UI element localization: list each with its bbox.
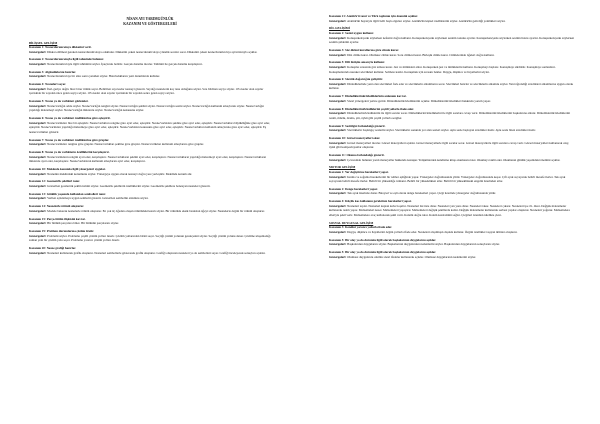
title-line-2: KAZANIM VE GÖSTERGELERİ (123, 22, 177, 26)
section-heading: MOTOR GELİŞİM (329, 165, 356, 170)
kazanim-heading: Kazanım 13: Günlük yaşamda kullanılan sembolleri tanır. (29, 191, 106, 196)
kazanim-heading: Kazanım 3: Söz dizimi kurallarına göre cümle kurar. (329, 47, 399, 52)
gostergeler-body: Nesne/varlığın adını söyler. Nesne/varlığın rengini söyler. Nesne/varlığın şeklini söyler. Nesne/varlığın sesini söyler. Nesne/varlığın kullanım amaçlarını söyler. Nesne/varlığın yapıldığı malzemeyi söyler. Nesne/varlığın miktarını söyler. Nesne/varlığın kokusunu söyler. (29, 103, 264, 113)
kazanim-entry (329, 238, 575, 247)
gostergeler-text (29, 104, 275, 113)
kazanim-entry (329, 48, 575, 57)
kazanim-entry (29, 204, 275, 213)
gostergeler-body: Nesne/varlıkları rengine göre gruplar. Nesne/varlıkları şekline göre gruplar. Nesne/varlıkları kullanım amaçlarına göre gruplar. (47, 142, 204, 147)
gostergeler-body: Konuşurken/şarkı söylerken nefesini doğru kullanır. Konuşurken/şarkı söylerken sesinin tonunu ayarlar. Konuşurken/şarkı söylerken sesinin hızını ayarlar. Konuşurken/şarkı söylerken sesinin şiddetini ayarlar. (329, 35, 575, 45)
gostergeler-text (329, 128, 575, 133)
kazanim-heading: Kazanım 7: Nesne ya da varlıkları özelliklerine göre gruplar. (29, 137, 110, 142)
kazanim-heading: Kazanım 8: Dinlediklerini/izlediklerini çeşitli yollarla ifade eder. (329, 106, 414, 111)
kazanim-entry (29, 57, 275, 66)
kazanim-entry (329, 199, 575, 217)
gostergeler-text (329, 242, 575, 247)
gostergeler-text (329, 53, 575, 58)
kazanim-heading: Kazanım 20: Nesne grafiği hazırlar. (29, 245, 77, 250)
kazanim-heading: Kazanım 14: Nesnelerle örüntü oluşturur. (29, 204, 85, 209)
kazanim-entry (29, 192, 275, 201)
gostergeler-body: Bir bütünü parçalara böler. Bir bütünün parçalarını söyler. (47, 221, 119, 226)
gostergeler-label: Göstergeleri: (29, 208, 47, 213)
kazanim-entry (329, 170, 575, 184)
gostergeler-label: Göstergeleri: (329, 174, 347, 179)
gostergeler-text (29, 234, 275, 243)
gostergeler-body: Dinlediklerini/izlediklerini ile ilgili sorular sorar. Dinlediklerini/izlediklerini ile ilgili sorulara cevap verir. Dinlediklerini/izlediklerini başkalarına anlatır. Dinlediklerini/izlediklerini resim, müzik, drama, şiir, öykü gibi çeşitli yollarla sergiler. (329, 111, 571, 120)
gostergeler-label: Göstergeleri: (329, 254, 347, 259)
kazanim-heading: Kazanım 9: Sesbilgisi farkındalığı gösterir. (329, 123, 386, 128)
gostergeler-body: Çevresinde bulunan yazılı materyaller hakkında konuşur. Yetişkinlerden kendisine kitap okumasını ister. Okumayı taklit eder. Okumanın günlük yaşamdaki önemini açıklar. (347, 157, 561, 162)
gostergeler-label: Göstergeleri: (29, 74, 47, 79)
gostergeler-text (29, 74, 275, 79)
kazanim-heading: Kazanım 10: Mekânda konumla ilgili yönergeleri uygular. (29, 167, 106, 172)
gostergeler-text (29, 251, 275, 256)
gostergeler-text (329, 230, 575, 235)
gostergeler-body: Sözcüklerin başlangıç seslerini söyler. Sözcüklerin sonunda yer alan sesleri söyler. Aynı sesle başlayan sözcükler üretir. Aynı sesle biten sözcükler üretir. (347, 128, 536, 133)
kazanim-heading: Kazanım 6: Nesne ya da varlıkları özelliklerine göre eşleştirir. (29, 116, 111, 121)
kazanim-entry (329, 225, 575, 234)
gostergeler-text (29, 184, 275, 189)
kazanim-entry (29, 150, 275, 164)
gostergeler-text (29, 196, 275, 201)
kazanim-heading: Kazanım 1: Nesne/durum/olaya dikkatini verir. (29, 45, 92, 50)
kazanim-entry (29, 167, 275, 176)
kazanim-heading: Kazanım 5: Bir olay ya da durumla ilgili olarak başkalarının duygularını açıklar. (329, 237, 437, 242)
kazanim-entry (29, 99, 275, 113)
gostergeler-label: Göstergeleri: (29, 233, 47, 238)
gostergeler-label: Göstergeleri: (329, 81, 347, 86)
gostergeler-body: Sözel yönergeleri yerine getirir. Dinlediklerini/izlediklerini açıklar. Dinlediklerini/izledikleri hakkında yorum yapar. (347, 98, 491, 103)
gostergeler-text (329, 111, 575, 120)
gostergeler-label: Göstergeleri: (29, 142, 47, 147)
kazanim-entry (29, 82, 275, 96)
kazanim-entry (329, 124, 575, 133)
gostergeler-text (329, 191, 575, 196)
gostergeler-body: Olumsuz duygularını olumlu sözel ifadeler kullanarak açıklar. Olumsuz duygularının nedenlerini söyler. (347, 254, 477, 259)
gostergeler-text (329, 82, 575, 91)
gostergeler-text (329, 99, 575, 104)
gostergeler-text (329, 255, 575, 260)
kazanim-heading: Kazanım 7: Dinlediklerinin/izlediklerinin anlamını kavrar. (329, 94, 407, 99)
right-column (329, 14, 575, 263)
kazanim-entry (29, 179, 275, 188)
gostergeler-label: Göstergeleri: (329, 64, 347, 69)
gostergeler-body: Modele bakarak nesnelerle örüntü oluşturur. En çok üç öğeden oluşan örüntüdeki kuralı söyler. Bir örüntüde eksik bırakılan öğeyi söyler. Nesnelerle özgün bir örüntü oluşturur. (47, 208, 265, 213)
gostergeler-body: Isınma ve soğuma hareketlerini bir rehber eşliğinde yapar. Yönergeler doğrultusunda yürür. Yönergeler doğrultusunda koşar. Çift ayak sıçrayarak belirli mesafe ilerler. Tek ayak sıçrayarak belirli mesafe ilerler. Belirli bir yüksekliğe tırmanır. Belirli bir yükseklikten atlar. Belirli bir yükseklikteki engelin üzerinden atlar. (329, 174, 566, 184)
kazanim-heading: Kazanım 3: Kendini yaratıcı yollarla ifade eder. (329, 225, 393, 230)
gostergeler-label: Göstergeleri: (29, 184, 47, 189)
gostergeler-label: Göstergeleri: (29, 171, 47, 176)
kazanim-heading: Kazanım 19: Problem durumlarına çözüm üretir. (29, 228, 95, 233)
gostergeler-text (329, 36, 575, 45)
gostergeler-label: Göstergeleri: (329, 157, 347, 162)
section-heading: BİLİŞSEL GELİŞİM (29, 40, 58, 45)
gostergeler-text (329, 141, 575, 150)
gostergeler-label: Göstergeleri: (29, 250, 47, 255)
kazanim-heading: Kazanım 21: Atatürk'ü tanır ve Türk toplumu için önemini açıklar. (329, 14, 418, 18)
gostergeler-body: Nesneleri kullanarak grafik oluşturur. Nesneleri sembollerle göstererek grafik oluşturur. Grafiği oluşturan nesneleri ya da sembolleri sayar. Grafiği inceleyerek sonuçları açıklar. (47, 250, 266, 255)
gostergeler-label: Göstergeleri: (329, 191, 347, 196)
gostergeler-body: Nesne/durum/olayla ilgili tahminini söyler. İpuçlarını belirtir. Gerçek durumu inceler. Tahmini ile gerçek durumu karşılaştırır. (47, 62, 203, 67)
gostergeler-body: Dikkat edilmesi gereken nesne/durum/olaya odaklanır. Dikkatini çeken nesne/durum/olaya yönelik sorular sorar. Dikkatini çeken nesne/durum/olayı ayrıntılarıyla açıklar. (47, 49, 258, 54)
gostergeler-body: Konuşma sırasında göz teması kurar. Jest ve mimikleri anlar. Konuşurken jest ve mimiklerini kullanır. Konuşmayı başlatır. Konuşmayı sürdürür. Konuşmayı sonlandırır. Konuşmalarında nezaket sözcükleri kullanır. Sohbete katılır. Konuşmak için sırasını bekler. Duygu, düşünce ve hayallerini söyler. (329, 64, 556, 74)
kazanim-entry (29, 116, 275, 134)
section-heading: SOSYAL DUYGUSAL GELİŞİM (329, 220, 374, 225)
gostergeler-label: Göstergeleri: (329, 203, 347, 208)
gostergeler-label: Göstergeleri: (29, 103, 47, 108)
gostergeler-label: Göstergeleri: (329, 18, 347, 23)
gostergeler-label: Göstergeleri: (29, 196, 47, 201)
kazanim-entry (329, 94, 575, 103)
gostergeler-body: Gösterilen geometrik şeklin ismini söyler. Geometrik şekillerin özelliklerini söyler. Geometrik şekillere benzeyen nesneleri gösterir. (47, 184, 211, 189)
kazanim-heading: Kazanım 1: Yer değiştirme hareketleri yapar. (329, 169, 389, 174)
gostergeler-label: Göstergeleri: (329, 98, 347, 103)
gostergeler-text (29, 155, 275, 164)
gostergeler-text (329, 175, 575, 184)
kazanim-heading: Kazanım 2: Sesini uygun kullanır. (329, 30, 374, 35)
gostergeler-body: Görsel materyalleri inceler. Görsel materyalleri açıklar. Görsel materyallerle ilgili sorular sorar. Görsel materyallerle ilgili sorulara cevap verir. Görsel materyalleri kullanarak olay, öykü gibi kompozisyonlar oluşturur. (329, 140, 569, 150)
gostergeler-body: Verilen açıklamaya uygun sembolü gösterir. Gösterilen sembolün anlamını söyler. (47, 196, 149, 201)
gostergeler-text (29, 87, 275, 96)
gostergeler-label: Göstergeleri: (329, 140, 347, 145)
kazanim-entry (29, 45, 275, 54)
gostergeler-body: Nesnenin mekândaki konumunu söyler. Yönergeye uygun olarak nesneyi doğru yere yerleştirir. Mekânda konum alır. (47, 171, 193, 176)
gostergeler-text (29, 209, 275, 214)
kazanim-heading: Kazanım 2: Denge hareketleri yapar. (329, 186, 378, 191)
title-line-1: NİSAN AYI YARIMGÜNLÜK (126, 17, 174, 21)
kazanim-entry (29, 138, 275, 147)
kazanim-entry (329, 77, 575, 91)
kazanim-entry (329, 14, 575, 23)
gostergeler-label: Göstergeleri: (329, 111, 347, 116)
gostergeler-body: Tek ayak üzerinde durur. Bireysel ve eşli olarak denge hareketleri yapar. Çizgi üzerinde yönergeler doğrultusunda yürür. (347, 191, 496, 196)
gostergeler-text (29, 142, 275, 147)
kazanim-heading: Kazanım 6: Sözcük dağarcığını geliştirir. (329, 77, 383, 82)
gostergeler-label: Göstergeleri: (29, 221, 47, 226)
gostergeler-label: Göstergeleri: (329, 128, 347, 133)
gostergeler-body: İleri-geriye doğru birer birer ritmik sayar. Belirtilen sayı kadar nesneyi gösterir. Saydığı nesnelerin kaç tane olduğunu söyler. Sıra bildiren sayıyı söyler. 10'a kadar olan sayılar içerisinde bir sayıdan önce gelen sayıyı söyler. 10'a kadar olan sayılar içerisinde bir sayıdan sonra gelen sayıyı söyler. (29, 86, 264, 96)
kazanim-heading: Kazanım 5: Dili iletişim amacıyla kullanır. (329, 60, 385, 65)
left-column (29, 39, 275, 258)
gostergeler-label: Göstergeleri: (329, 35, 347, 40)
gostergeler-label: Göstergeleri: (329, 230, 347, 234)
section-heading: DİL GELİŞİMİ (329, 26, 350, 31)
document-title (0, 17, 300, 27)
gostergeler-body: Nesne/varlıkların rengini ayırt eder, karşılaştırır. Nesne/varlıkların şeklini ayırt eder, karşılaştırır. Nesne/varlıkların yapıldığı malzemeyi ayırt eder, karşılaştırır. Nesne/varlıkların miktarını ayırt eder, karşılaştırır. Nesne/varlıkların kullanım amaçlarını ayırt eder, karşılaştırır. (29, 154, 267, 164)
gostergeler-text (29, 62, 275, 67)
gostergeler-body: Başkalarının duygularını söyler. Başkalarının duygularının nedenlerini söyler. Başkalarının duygularının sonuçlarını söyler. (347, 242, 500, 247)
kazanim-heading: Kazanım 5: Bir olay ya da durumla ilgili olarak başkalarının duygularını açıklar. (329, 250, 437, 255)
kazanim-heading: Kazanım 12: Geometrik şekilleri tanır. (29, 179, 81, 184)
kazanim-heading: Kazanım 10: Görsel materyalleri okur. (329, 135, 381, 140)
kazanim-heading: Kazanım 3: Algıladıklarını hatırlar. (29, 69, 76, 74)
kazanim-heading: Kazanım 4: Küçük kas kullanımı gerektiren hareketleri yapar. (329, 199, 412, 204)
gostergeler-body: Problemi söyler. Probleme çeşitli çözüm yolları önerir. Çözüm yollarından birini seçer. Seçtiği çözüm yolunun gerekçesini söyler. Seçtiği çözüm yolunu dener. Çözüme ulaşamadığı zaman yeni bir çözüm yolu seçer. Probleme yaratıcı çözüm yolları önerir. (29, 233, 271, 243)
gostergeler-text (329, 158, 575, 163)
kazanim-heading: Kazanım 8: Nesne ya da varlıkların özelliklerini karşılaştırır. (29, 150, 110, 155)
gostergeler-label: Göstergeleri: (29, 49, 47, 54)
gostergeler-body: Nesne/varlıkları bire bir eşleştirir. Nesne/varlıkları rengine göre ayırt eder, eşleştirir. Nesne/varlıkları şekline göre ayırt eder, eşleştirir. Nesne/varlıkları büyüklüğüne göre ayırt eder, eşleştirir. Nesne/varlıkları yapıldığı malzemeye göre ayırt eder, eşleştirir. Nesne/varlıkları kokusuna göre ayırt eder, eşleştirir. Nesne/varlıkları kullanım amaçlarına göre ayırt eder, eşleştirir. Eş nesne/varlıkları gösterir. (29, 120, 270, 134)
gostergeler-label: Göstergeleri: (29, 62, 47, 67)
gostergeler-text (29, 50, 275, 55)
gostergeler-body: Nesne/durum/olayı bir süre sonra yeniden söyler. Hatırladıklarını yeni durumlarda kullanır. (47, 74, 160, 79)
kazanim-entry (29, 229, 275, 243)
gostergeler-text (329, 19, 575, 24)
kazanim-entry (329, 187, 575, 196)
kazanim-entry (29, 217, 275, 226)
gostergeler-body: Atatürk'ün hayatıyla ilgili belli başlı olguları söyler. Atatürk'ün kişisel özelliklerini söyler. Atatürk'ün getirdiği yenilikleri söyler. (346, 18, 506, 23)
gostergeler-label: Göstergeleri: (329, 52, 347, 57)
gostergeler-body: Nesneleri toplar. Nesneleri kaptan kaba boşaltır. Nesneleri üst üste dizer. Nesneleri yan yana dizer. Nesneleri takar. Nesneleri çıkarır. Nesneleri ipe vb. dizer. Değişik malzemeler kullanarak resim yapar. Malzemeleri keser. Malzemeleri yapıştırır. Malzemeleri değişik şekillerde katlar. Değişik malzemeler kullanarak serbest yapılar oluşturur. Nesneleri yoğurur. Malzemelere elleriyle şekil verir. Malzemelere araç kullanarak şekil verir. Kalemi doğru tutar. Kalem kontrolünü sağlar. Çizgileri istenilen nitelikte çizer. (329, 203, 570, 218)
kazanim-heading: Kazanım 15: Parça-bütün ilişkisini kavrar. (29, 216, 86, 221)
gostergeler-text (329, 204, 575, 218)
kazanim-entry (29, 70, 275, 79)
kazanim-entry (329, 250, 575, 259)
kazanim-entry (329, 153, 575, 162)
gostergeler-body: Duygu, düşünce ve hayallerini özgün yollarla ifade eder. Nesneleri alışılmışın dışında kullanır. Özgün özellikler taşıyan ürünler oluşturur. (347, 230, 518, 234)
gostergeler-text (29, 121, 275, 135)
kazanim-entry (329, 60, 575, 74)
gostergeler-label: Göstergeleri: (29, 154, 47, 159)
gostergeler-label: Göstergeleri: (29, 120, 47, 125)
gostergeler-text (29, 221, 275, 226)
kazanim-heading: Kazanım 5: Nesne ya da varlıkları gözlemler. (29, 99, 89, 104)
kazanim-heading: Kazanım 2: Nesne/durum/olayla ilgili tahminde bulunur. (29, 57, 104, 62)
gostergeler-text (29, 172, 275, 177)
kazanim-heading: Kazanım 11: Okuma farkındalığı gösterir. (329, 152, 385, 157)
gostergeler-label: Göstergeleri: (329, 242, 347, 247)
kazanim-entry (329, 107, 575, 121)
kazanim-entry (329, 136, 575, 150)
kazanim-entry (29, 246, 275, 255)
gostergeler-text (329, 65, 575, 74)
kazanim-entry (329, 31, 575, 45)
gostergeler-body: Düz cümle kurar. Olumsuz cümle kurar. Soru cümlesi kurar. Birleşik cümle kurar. Cümlelerinde öğeleri doğru kullanır. (347, 52, 495, 57)
kazanim-heading: Kazanım 4: Nesneleri sayar. (29, 82, 67, 87)
gostergeler-label: Göstergeleri: (29, 86, 47, 91)
gostergeler-body: Dinlediklerinde yeni olan sözcükleri fark eder ve sözcüklerin anlamlarını sorar. Sözcükleri hatırlar ve sözcüklerin anlamını söyler. Yeni öğrendiği sözcükleri anlamlarına uygun olarak kullanır. (329, 81, 574, 91)
